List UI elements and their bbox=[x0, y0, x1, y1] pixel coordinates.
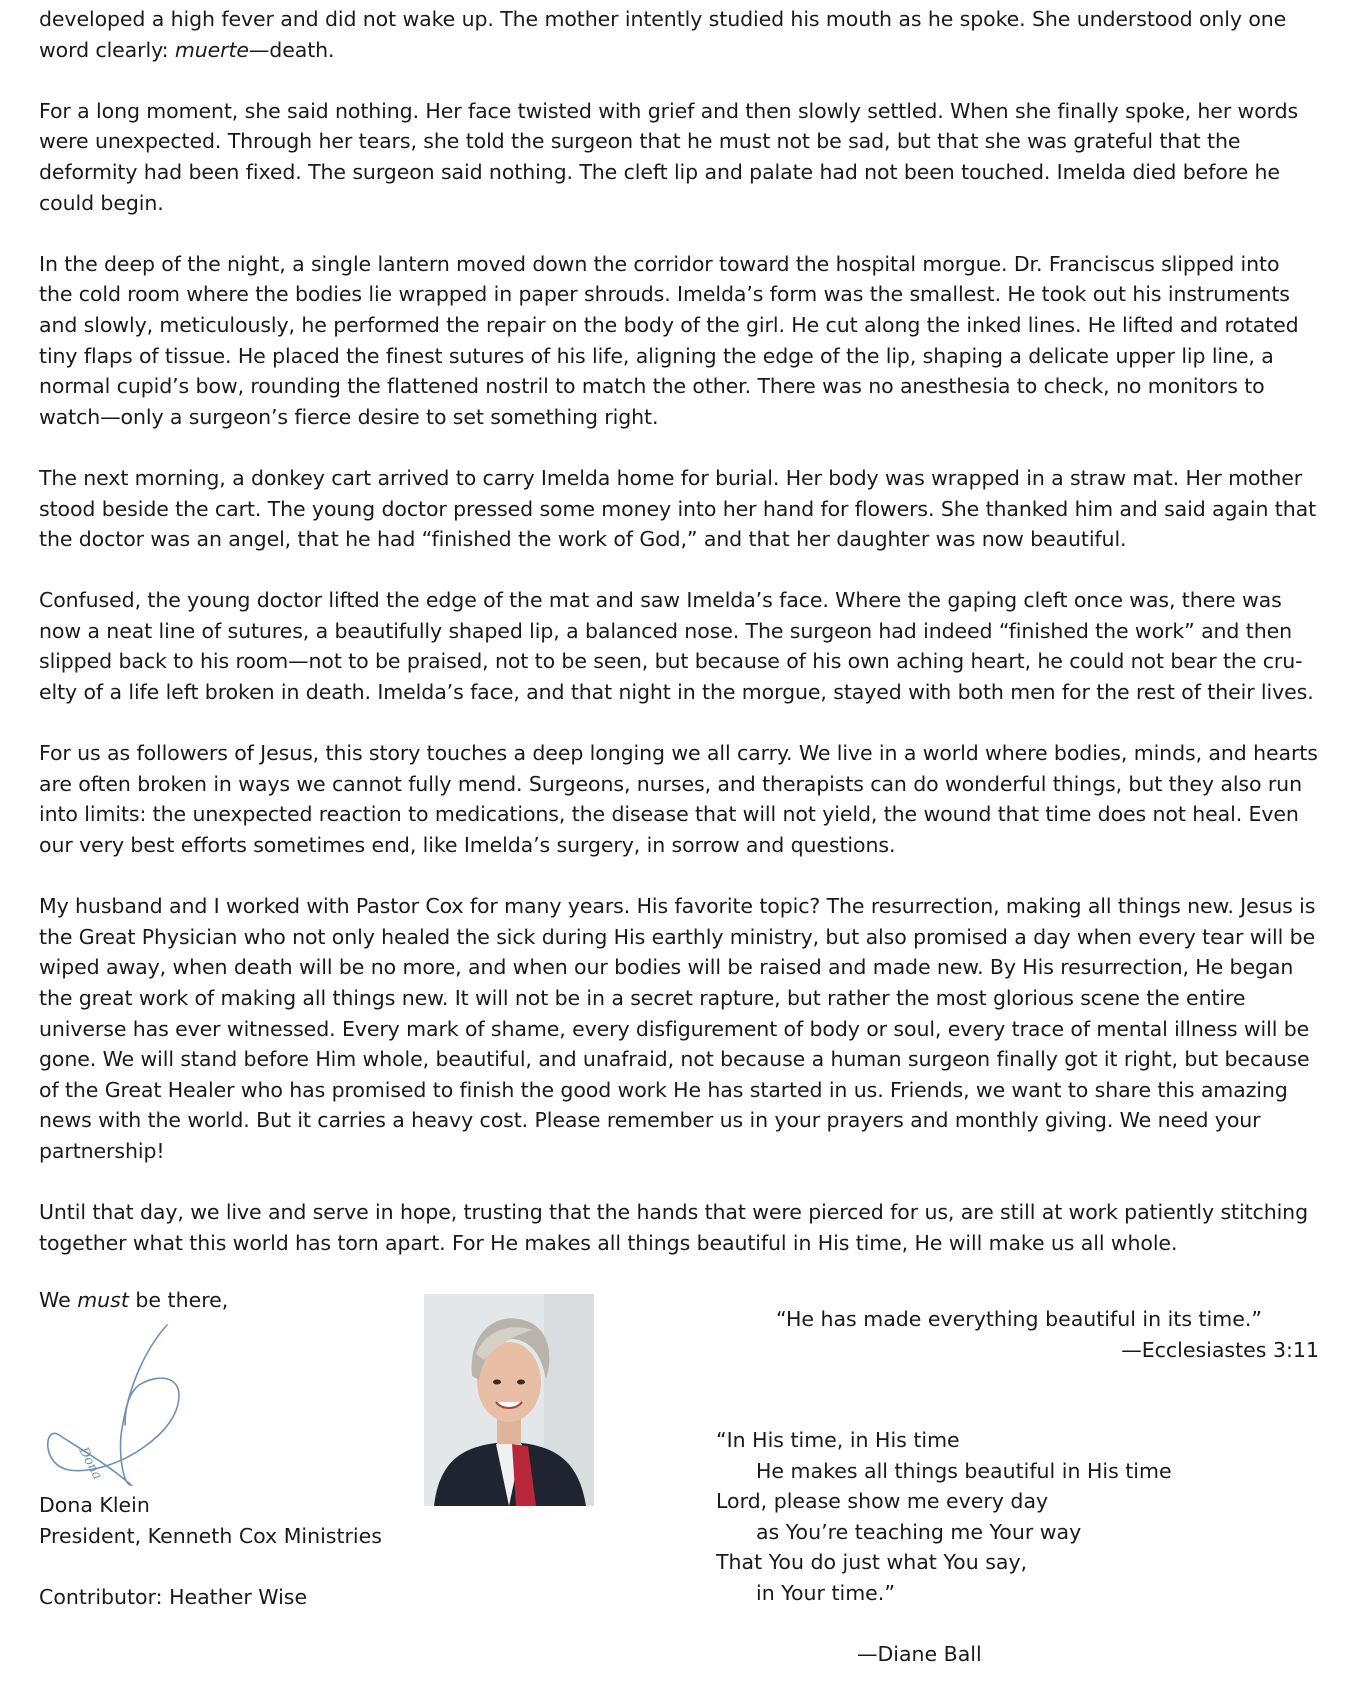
author-photo bbox=[424, 1294, 594, 1506]
contributor-credit: Contributor: Heather Wise bbox=[39, 1585, 308, 1609]
scripture-reference: —Ecclesiastes 3:11 bbox=[1121, 1338, 1319, 1362]
portrait-illustration bbox=[424, 1294, 594, 1506]
paragraph: Confused, the young doctor lifted the edge of the mat and saw Imelda’s face. Where the gaping cleft once was, there was now a neat line of sutures, a beautifully shaped lip, a balanced nose. The surgeon had indeed “finished the work” and then slipped back to his room—not to be praised, not to be seen, but because of his own aching heart, he could not bear the cruelty of a life left broken in death. Imelda’s face, and that night in the morgue, stayed with both men for the rest of their lives. bbox=[39, 588, 1314, 705]
paragraph-intro bbox=[39, 4, 1319, 65]
scripture-quote bbox=[759, 1304, 1319, 1366]
intro-text: developed a high fever and did not wake up. The mother intently studied his mouth as he spoke. She understood only one word clearly: bbox=[39, 7, 1287, 62]
intro-emphasis: muerte bbox=[174, 37, 249, 62]
paragraph: Until that day, we live and serve in hope, trusting that the hands that were pierced for us, are still at work patiently stitching together what this world has torn apart. For He makes all things beautiful in His time, He will make us all whole. bbox=[39, 1200, 1308, 1255]
lyric-line: as You’re teaching me Your way bbox=[756, 1519, 1082, 1544]
scripture-text: “He has made everything beautiful in its time.” bbox=[775, 1307, 1262, 1331]
paragraph: My husband and I worked with Pastor Cox for many years. His favorite topic? The resurrection, making all things new. Jesus is the Great Physician who not only healed the sick during His earthly ministry, but also promised a day when every tear will be wiped away, when death will be no more, and when our bodies will be raised and made new. By His resurrection, He began the great work of making all things new. It will not be in a secret rapture, but rather the most glorious scene the entire universe has ever witnessed. Every mark of shame, every disfigurement of body or soul, every trace of mental illness will be gone. We will stand before Him whole, beautiful, and unafraid, not because a human surgeon finally got it right, but because of the Great Healer who has promised to finish the good work He has started in us. Friends, we want to share this amazing news with the world. But it carries a heavy cost. Please remember us in your prayers and monthly giving. We need your partnership! bbox=[39, 894, 1316, 1163]
signoff bbox=[39, 1285, 228, 1315]
lyric-line: in Your time.” bbox=[756, 1580, 895, 1605]
signature-image bbox=[39, 1315, 209, 1490]
signer-title: President, Kenneth Cox Ministries bbox=[39, 1523, 382, 1548]
paragraph: The next morning, a donkey cart arrived to carry Imelda home for burial. Her body was wrapped in a straw mat. Her mother stood beside the cart. The young doctor pressed some money into her hand for flowers. She thanked him and said again that the doctor was an angel, that he had “finished the work of God,” and that her daughter was now beautiful. bbox=[39, 465, 1317, 552]
signoff-text: We bbox=[39, 1288, 78, 1312]
song-lyrics bbox=[716, 1425, 1276, 1670]
signoff-emphasis: must bbox=[77, 1288, 129, 1312]
closing-section bbox=[39, 1285, 1319, 1685]
signer-name: Dona Klein bbox=[39, 1493, 150, 1517]
paragraph: For a long moment, she said nothing. Her face twisted with grief and then slowly settled. When she finally spoke, her words were unexpected. Through her tears, she told the surgeon that he must not be sad, but that she was grateful that the deformity had been fixed. The surgeon said nothing. The cleft lip and palate had not been touched. Imelda died before he could begin. bbox=[39, 98, 1299, 215]
lyric-line: That You do just what You say, bbox=[716, 1550, 1028, 1575]
lyric-line: Lord, please show me every day bbox=[716, 1489, 1049, 1514]
lyric-line: “In His time, in His time bbox=[716, 1428, 960, 1452]
paragraph: For us as followers of Jesus, this story touches a deep longing we all carry. We live in a world where bodies, minds, and hearts are often broken in ways we cannot fully mend. Surgeons, nurses, and therapists can do wonderful things, but they also run into limits: the unexpected reaction to medications, the disease that will not yield, the wound that time does not heal. Even our very best efforts sometimes end, like Imelda’s surgery, in sorrow and questions. bbox=[39, 741, 1318, 858]
signature-script: Dona bbox=[75, 1444, 105, 1483]
paragraph: In the deep of the night, a single lantern moved down the corridor toward the hospital morgue. Dr. Franciscus slipped into the cold room where the bodies lie wrapped in paper shrouds. Imelda’s form was the smallest. He took out his instruments and slowly, meticulously, he performed the repair on the body of the girl. He cut along the inked lines. He lifted and rotated tiny flaps of tissue. He placed the finest sutures of his life, aligning the edge of the lip, shaping a delicate upper lip line, a normal cupid’s bow, rounding the flattened nostril to match the other. There was no anesthesia to check, no monitors to watch—only a surgeon’s fierce desire to set something right. bbox=[39, 251, 1299, 429]
article-body bbox=[39, 0, 1319, 1289]
intro-text-end: —death. bbox=[248, 37, 335, 62]
signoff-text-end: be there, bbox=[128, 1288, 229, 1312]
lyric-line: He makes all things beautiful in His time bbox=[756, 1458, 1172, 1483]
signer-block bbox=[39, 1490, 382, 1551]
song-author: —Diane Ball bbox=[857, 1642, 982, 1667]
